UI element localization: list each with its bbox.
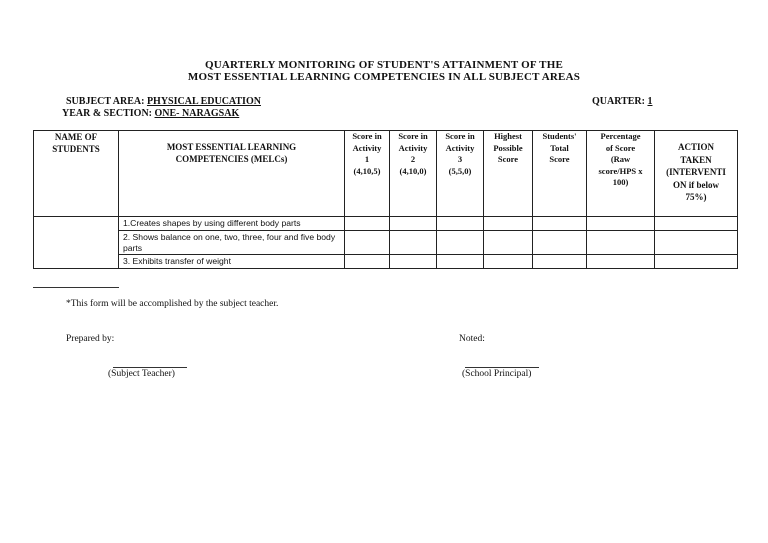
principal-signature-line[interactable]	[465, 367, 539, 368]
subject-teacher-role: (Subject Teacher)	[108, 369, 175, 379]
form-title-line-2: MOST ESSENTIAL LEARNING COMPETENCIES IN ALL SUBJECT AREAS	[187, 71, 581, 83]
header-students-total-score: Students' Total Score	[533, 131, 587, 217]
total-score-cell[interactable]	[533, 255, 587, 269]
year-section-value: ONE- NARAGSAK	[154, 108, 240, 119]
activity-2-cell[interactable]	[390, 231, 437, 255]
header-melcs: MOST ESSENTIAL LEARNING COMPETENCIES (MELCs)	[119, 131, 345, 217]
melc-cell: 1.Creates shapes by using different body parts	[119, 217, 345, 231]
footnote-divider	[33, 287, 119, 288]
header-percentage-of-score: Percentage of Score (Raw score/HPS x 100)	[587, 131, 655, 217]
activity-2-cell[interactable]	[390, 217, 437, 231]
action-taken-cell[interactable]	[655, 255, 738, 269]
hps-cell[interactable]	[484, 217, 533, 231]
subject-area-label: SUBJECT AREA:	[66, 96, 147, 107]
total-score-cell[interactable]	[533, 217, 587, 231]
header-highest-possible-score: Highest Possible Score	[484, 131, 533, 217]
melc-cell: 2. Shows balance on one, two, three, four and five body parts	[119, 231, 345, 255]
quarter	[592, 96, 652, 107]
hps-cell[interactable]	[484, 231, 533, 255]
school-principal-role: (School Principal)	[462, 369, 532, 379]
quarter-label: QUARTER:	[592, 96, 648, 107]
percentage-cell[interactable]	[587, 217, 655, 231]
subject-area	[66, 96, 261, 107]
quarter-value: 1	[647, 96, 653, 107]
student-name-cell[interactable]	[34, 217, 119, 269]
percentage-cell[interactable]	[587, 255, 655, 269]
activity-3-cell[interactable]	[437, 217, 484, 231]
action-taken-cell[interactable]	[655, 217, 738, 231]
activity-1-cell[interactable]	[345, 217, 390, 231]
header-activity-2: Score in Activity 2 (4,10,0)	[390, 131, 437, 217]
melc-cell: 3. Exhibits transfer of weight	[119, 255, 345, 269]
activity-1-cell[interactable]	[345, 255, 390, 269]
monitoring-table	[33, 130, 738, 269]
total-score-cell[interactable]	[533, 231, 587, 255]
year-section	[62, 108, 239, 119]
header-action-taken: ACTION TAKEN (INTERVENTI ON if below 75%)	[655, 131, 738, 217]
activity-3-cell[interactable]	[437, 255, 484, 269]
prepared-by-label: Prepared by:	[66, 334, 115, 344]
subject-area-value: PHYSICAL EDUCATION	[146, 96, 261, 107]
table-header-row	[34, 131, 738, 217]
footnote: *This form will be accomplished by the subject teacher.	[66, 299, 279, 309]
action-taken-cell[interactable]	[655, 231, 738, 255]
form-title-line-1: QUARTERLY MONITORING OF STUDENT'S ATTAINMENT OF THE	[204, 59, 563, 71]
activity-3-cell[interactable]	[437, 231, 484, 255]
table-row	[34, 255, 738, 269]
table-row	[34, 217, 738, 231]
teacher-signature-line[interactable]	[113, 367, 187, 368]
noted-label: Noted:	[459, 334, 485, 344]
hps-cell[interactable]	[484, 255, 533, 269]
header-activity-3: Score in Activity 3 (5,5,0)	[437, 131, 484, 217]
header-name-of-students: NAME OF STUDENTS	[34, 131, 119, 217]
table-row	[34, 231, 738, 255]
header-activity-1: Score in Activity 1 (4,10,5)	[345, 131, 390, 217]
activity-2-cell[interactable]	[390, 255, 437, 269]
year-section-label: YEAR & SECTION:	[62, 108, 155, 119]
percentage-cell[interactable]	[587, 231, 655, 255]
activity-1-cell[interactable]	[345, 231, 390, 255]
